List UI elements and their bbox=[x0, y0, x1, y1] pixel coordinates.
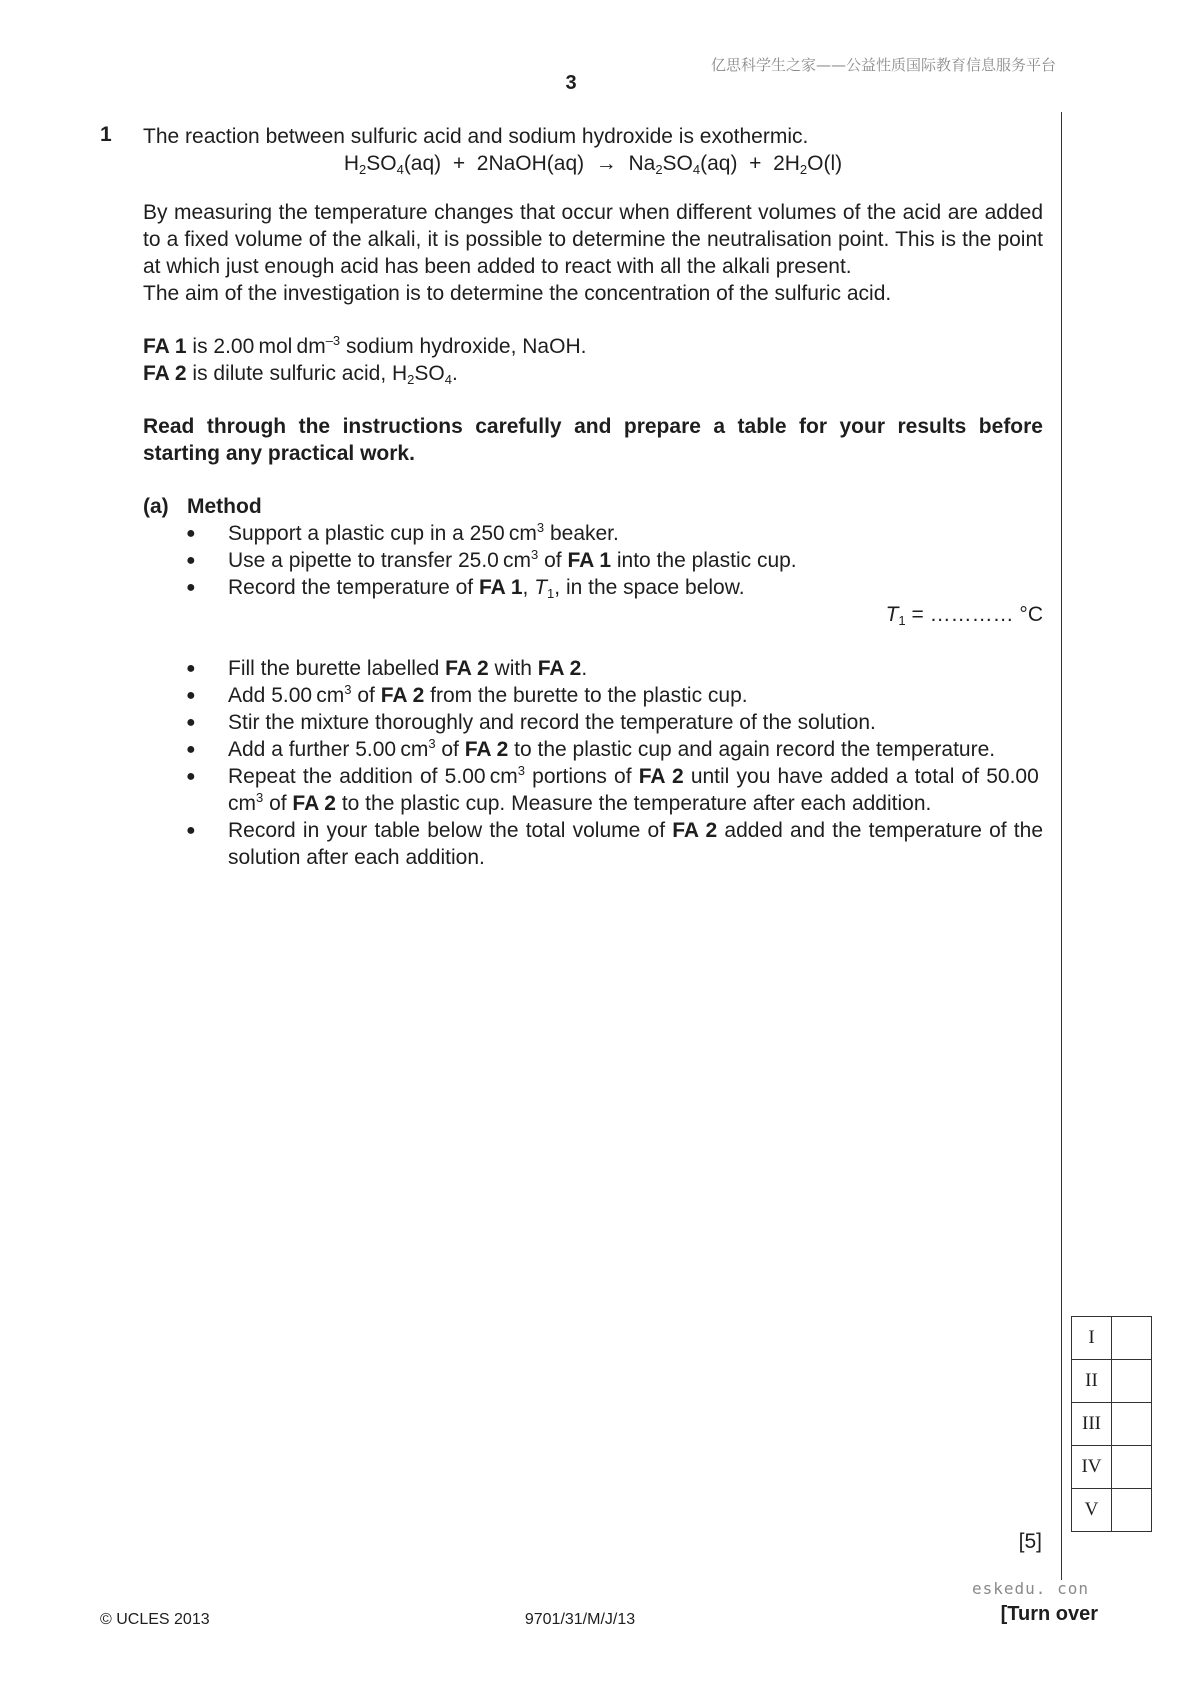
mark-label: V bbox=[1072, 1489, 1112, 1532]
list-item: ● Record in your table below the total volume of FA 2 added and the temperature of the solution after each addition. bbox=[186, 817, 1043, 871]
question-number: 1 bbox=[100, 123, 112, 146]
table-row bbox=[1072, 1360, 1152, 1403]
table-row bbox=[1072, 1446, 1152, 1489]
mark-label: I bbox=[1072, 1317, 1112, 1360]
t1-answer-line[interactable]: $T_1$ = ………… °C bbox=[885, 603, 1043, 628]
mark-label: II bbox=[1072, 1360, 1112, 1403]
question-intro: The reaction between sulfuric acid and sodium hydroxide is exothermic. bbox=[143, 125, 809, 148]
list-item: ● Record the temperature of FA 1, $T_1$, in the space below. bbox=[186, 574, 1043, 601]
mark-label: III bbox=[1072, 1403, 1112, 1446]
table-row bbox=[1072, 1317, 1152, 1360]
mark-label: IV bbox=[1072, 1446, 1112, 1489]
copyright: © UCLES 2013 bbox=[100, 1611, 210, 1628]
question-body bbox=[143, 123, 1043, 871]
marks-total: [5] bbox=[1018, 1530, 1042, 1553]
mark-cell[interactable] bbox=[1112, 1446, 1152, 1489]
instruction-bold: Read through the instructions carefully and prepare a table for your results before starting any practical work. bbox=[143, 415, 1043, 465]
part-a-label: (a) bbox=[143, 495, 169, 518]
footer-watermark: eskedu. con bbox=[972, 1579, 1089, 1598]
examiner-marks-box bbox=[1071, 1316, 1152, 1532]
table-row bbox=[1072, 1403, 1152, 1446]
part-a-title: Method bbox=[187, 495, 262, 518]
margin-rule bbox=[1061, 112, 1062, 1580]
method-list-1 bbox=[143, 520, 1043, 601]
list-item: ● Add 5.00 $cm^3$ of FA 2 from the burette to the plastic cup. bbox=[186, 682, 1043, 709]
chemical-equation: $H_2SO_4(aq)$ + 2NaOH(aq) → $Na_2SO_4(aq) + 2H_2O(l)$ bbox=[343, 152, 843, 177]
description-paragraph: By measuring the temperature changes that occur when different volumes of the acid are added to a fixed volume of the alkali, it is possible to determine the neutralisation point. This is the point at which just enough acid has been added to react with all the alkali present. bbox=[143, 201, 1043, 278]
list-item: ● Use a pipette to transfer 25.0 $cm^3$ of FA 1 into the plastic cup. bbox=[186, 547, 1043, 574]
list-item: ● Stir the mixture thoroughly and record the temperature of the solution. bbox=[186, 709, 1043, 736]
list-item: ● Repeat the addition of 5.00 $cm^3$ portions of FA 2 until you have added a total of 50.00 $cm^3$ of FA 2 to the plastic cup. Measure the temperature after each addition. bbox=[186, 763, 1043, 817]
list-item: ● Fill the burette labelled FA 2 with FA 2. bbox=[186, 655, 1043, 682]
fa1-definition: FA 1 is 2.00 mol $dm^{-3}$ sodium hydroxide, NaOH. bbox=[143, 333, 587, 358]
mark-cell[interactable] bbox=[1112, 1489, 1152, 1532]
header-watermark: 亿思科学生之家——公益性质国际教育信息服务平台 bbox=[710, 56, 1056, 74]
page-number: 3 bbox=[565, 72, 577, 94]
turn-over: [Turn over bbox=[1000, 1603, 1098, 1625]
list-item: ● Add a further 5.00 $cm^3$ of FA 2 to the plastic cup and again record the temperature. bbox=[186, 736, 1043, 763]
fa2-definition: FA 2 is dilute sulfuric acid, $H_2SO_4$. bbox=[143, 362, 458, 387]
paper-code: 9701/31/M/J/13 bbox=[524, 1611, 636, 1628]
part-a-heading bbox=[143, 493, 1043, 520]
mark-cell[interactable] bbox=[1112, 1403, 1152, 1446]
list-item: ● Support a plastic cup in a 250 $cm^3$ beaker. bbox=[186, 520, 1043, 547]
table-row bbox=[1072, 1489, 1152, 1532]
method-list-2 bbox=[143, 655, 1043, 871]
mark-cell[interactable] bbox=[1112, 1360, 1152, 1403]
aim-paragraph: The aim of the investigation is to determine the concentration of the sulfuric acid. bbox=[143, 282, 892, 305]
mark-cell[interactable] bbox=[1112, 1317, 1152, 1360]
